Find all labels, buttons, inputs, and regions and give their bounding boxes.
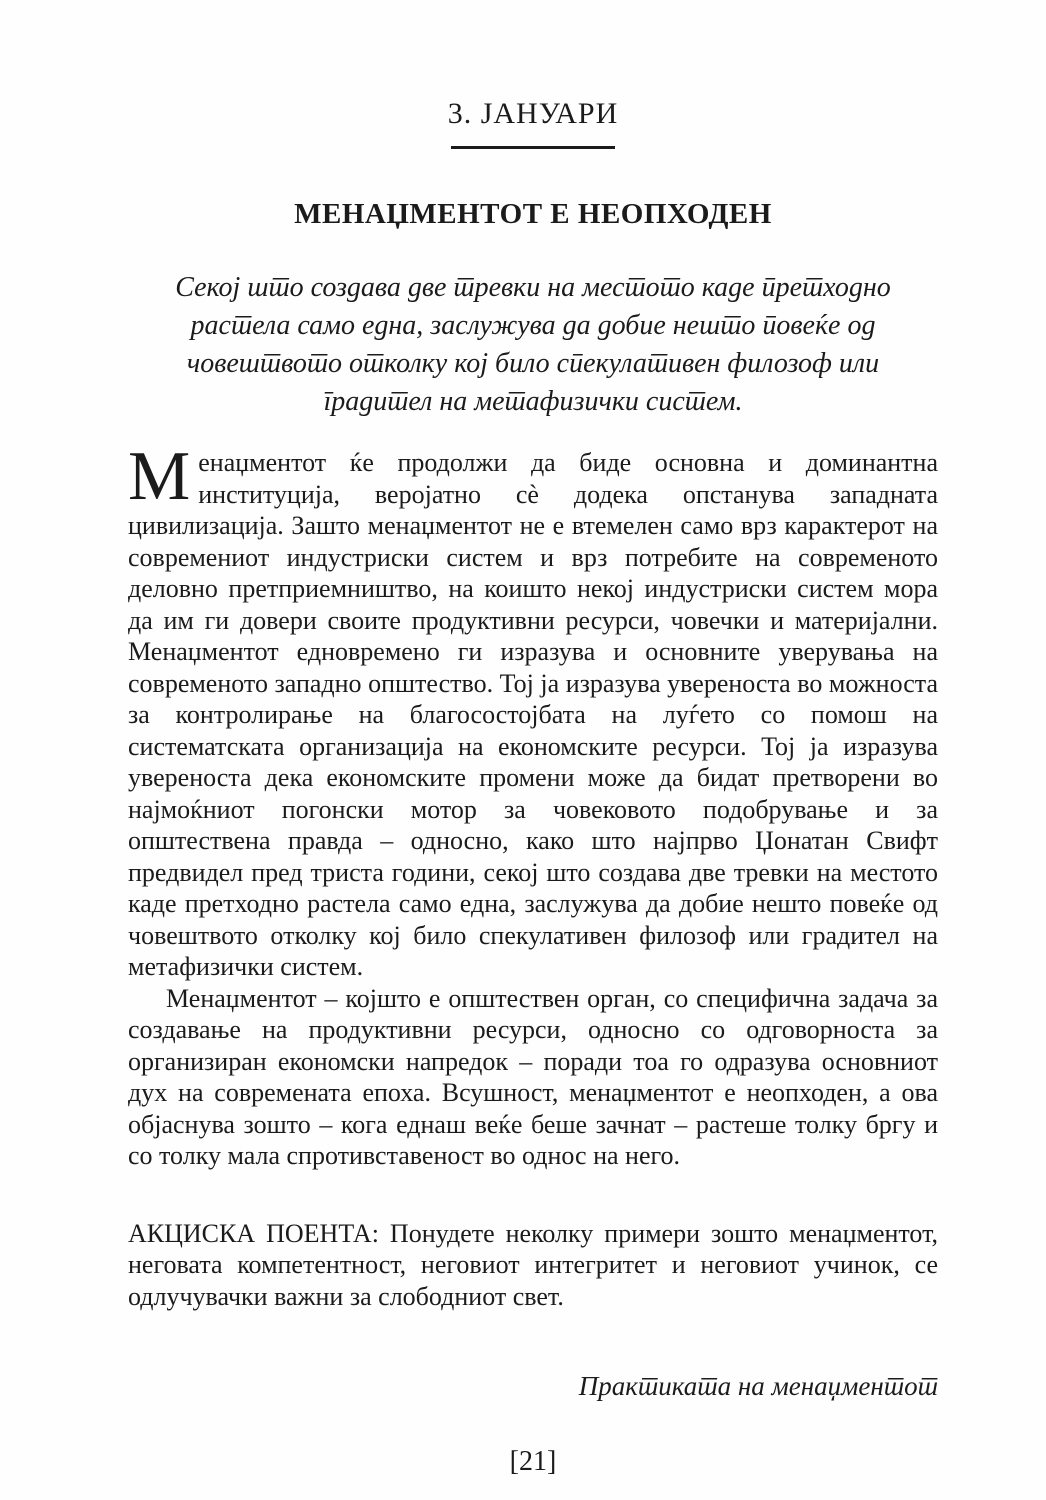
date-heading: 3. ЈАНУАРИ — [447, 97, 619, 130]
heading-rule — [451, 146, 615, 149]
source-attribution: Практиката на менаџментот — [578, 1371, 938, 1401]
epigraph: Секој што создава две тревки на местото каде претходно растела само една, заслужува да добие нешто повеќе од човештвото отколку кој било спекулативен филозоф или градител на метафизички систем. — [175, 272, 891, 417]
action-point-label: АКЦИСКА ПОЕНТА: — [128, 1218, 379, 1248]
body-paragraph-2: Менаџментот – којшто е општествен орган, со специфична задача за создавање на продуктивни ресурси, односно со одговорноста за организиран економски напредок – поради тоа го одразува основниот дух на современата епоха. Всушност, менаџментот е неопходен, а ова објаснува зошто – кога еднаш веќе беше зачнат – растеше толку бргу и со толку мала спротивставеност во однос на него. — [128, 983, 938, 1170]
drop-cap: М — [128, 438, 191, 515]
chapter-title: МЕНАЏМЕНТОТ Е НЕОПХОДЕН — [294, 198, 772, 230]
body-paragraph-1-text: енаџментот ќе продолжи да биде основна и доминантна институција, веројатно сè додека опстанува западната цивилизација. Зашто менаџментот не е втемелен само врз карактерот на современиот индустриски систем и врз потребите на современото деловно претприемништво, на коишто некој индустриски систем мора да им ги довери своите продуктивни ресурси, човечки и материјални. Менаџментот едновремено ги изразува и основните уверувања на современото западно општество. Тој ја изразува увереноста во можноста за контролирање на благосостојбата на луѓето со помош на систематската организација на економските ресурси. Тој ја изразува увереноста дека економските промени може да бидат претворени во најмоќниот погонски мотор за човековото подобрување и за општествена правда – односно, како што најпрво Џонатан Свифт предвидел пред триста години, секој што создава две тревки на местото каде претходно растела само една, заслужува да добие нешто повеќе од човештвото отколку кој било спекулативен филозоф или градител на метафизички систем. — [128, 448, 938, 981]
action-point-text: Понудете неколку примери зошто менаџментот, неговата компетентност, неговиот интегритет и неговиот учинок, се одлучувачки важни за слободниот свет. — [128, 1218, 939, 1311]
body-paragraph-1 — [128, 438, 938, 983]
page-number: [21] — [509, 1446, 557, 1477]
action-point — [128, 1218, 938, 1313]
